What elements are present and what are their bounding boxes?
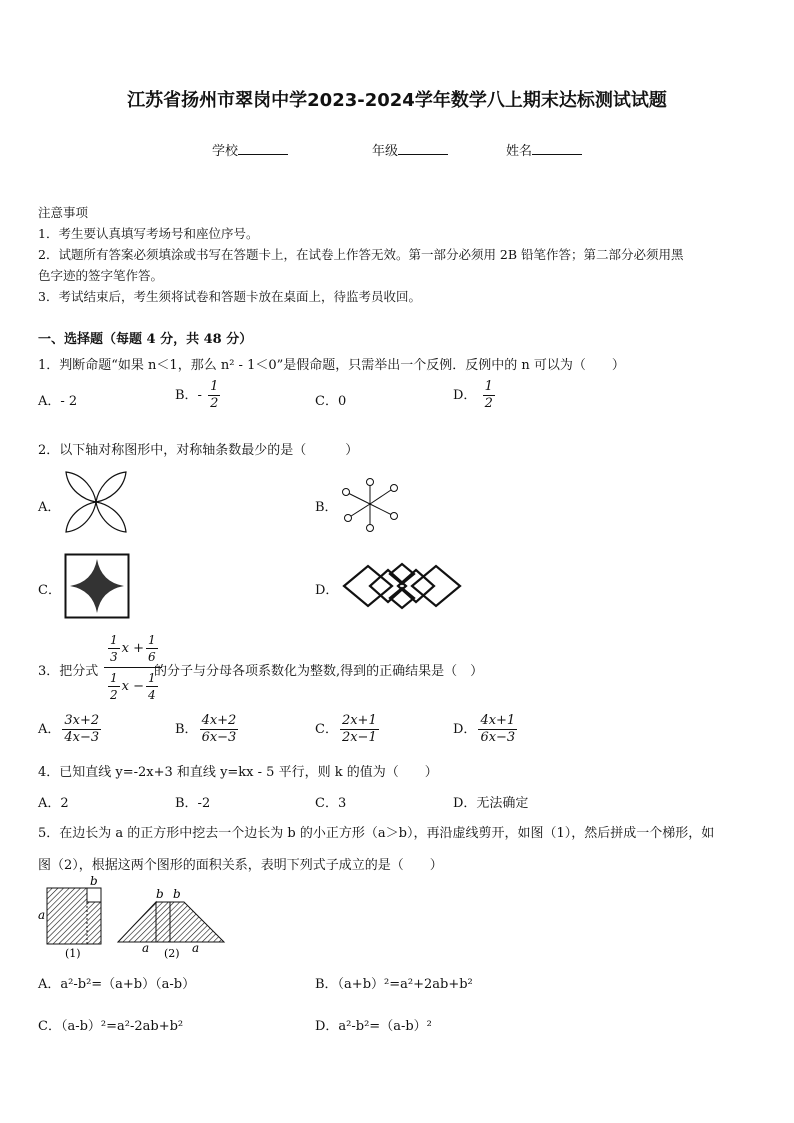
q3-option-a (38, 713, 103, 746)
q4-option-b: B．-2 (175, 796, 211, 811)
q1-option-c: C．0 (315, 394, 347, 409)
note-item: 1．考生要认真填写考场号和座位序号。 (38, 226, 259, 241)
q5-option-c: C．（a-b）²=a²-2ab+b² (38, 1019, 184, 1034)
note-item: 色字迹的签字笔作答。 (38, 268, 164, 283)
numerator: 1 (210, 379, 219, 394)
option-label: C． (315, 722, 338, 737)
q5-stem-line2: 图（2），根据这两个图形的面积关系，表明下列式子成立的是（ ） (38, 858, 443, 873)
q2-stem: 2．以下轴对称图形中，对称轴条数最少的是（ ） (38, 443, 359, 458)
figure-2-label: (2) (164, 947, 180, 960)
denominator: 2x−1 (341, 730, 377, 745)
figure-1-label: (1) (65, 947, 81, 960)
q3-option-c (315, 713, 381, 746)
numerator: 4x+2 (201, 713, 237, 728)
numerator: 2x+1 (341, 713, 377, 728)
notes-heading: 注意事项 (38, 205, 89, 220)
option-label: A． (38, 722, 61, 737)
four-petal-flower-figure (64, 470, 128, 534)
fraction (108, 670, 120, 703)
square-trapezoid-figure (30, 876, 230, 960)
denominator: 4 (148, 688, 156, 702)
q3-option-b (175, 713, 240, 746)
fraction (208, 379, 220, 412)
q1-option-d (453, 379, 497, 412)
denominator: 2 (210, 396, 219, 411)
section-heading: 一、选择题（每题 4 分，共 48 分） (38, 332, 253, 347)
numerator: 1 (148, 671, 156, 685)
q2-option-d-label: D． (315, 583, 339, 598)
option-label: B． (175, 722, 198, 737)
label-b: b (156, 887, 164, 901)
denominator: 2 (484, 396, 493, 411)
q4-option-c: C．3 (315, 796, 347, 811)
star-ball-figure (338, 476, 402, 534)
numerator: 1 (110, 633, 118, 647)
denominator: 6x−3 (480, 730, 516, 745)
denominator: 4x−3 (64, 730, 100, 745)
denominator: 6x−3 (201, 730, 237, 745)
q1-option-b-prefix: B．- (175, 388, 202, 403)
q2-option-a-label: A． (38, 500, 61, 515)
square-with-curved-star-figure (64, 553, 130, 619)
compound-denominator (104, 668, 162, 705)
page-title: 江苏省扬州市翠岗中学2023-2024学年数学八上期末达标测试试题 (127, 90, 667, 111)
q1-stem: 1．判断命题“如果 n＜1，那么 n² - 1＜0”是假命题，只需举出一个反例．反例中的 n 可以为（ ） (38, 358, 625, 373)
q5-stem-line1: 5．在边长为 a 的正方形中挖去一个边长为 b 的小正方形（a＞b），再沿虚线剪开，如图（1），然后拼成一个梯形，如 (38, 826, 715, 841)
compound-numerator (104, 630, 162, 668)
school-field (212, 140, 288, 159)
fraction (478, 713, 517, 746)
label-a: a (38, 908, 46, 922)
q5-option-b: B．（a+b）²=a²+2ab+b² (315, 977, 473, 992)
option-label: D． (453, 722, 477, 737)
q1-option-b (175, 379, 222, 412)
interlocking-diamonds-figure (340, 560, 464, 612)
name-field (506, 140, 582, 159)
label-a: a (142, 941, 150, 955)
q3-prefix: 3．把分式 (38, 664, 99, 679)
variable-term: x − (121, 679, 144, 694)
grade-field (372, 140, 448, 159)
fraction (108, 632, 120, 665)
q5-option-d: D．a²-b²=（a-b）² (315, 1019, 432, 1034)
q2-option-c-label: C． (38, 583, 61, 598)
variable-term: x + (121, 641, 144, 656)
q3-option-d (453, 713, 519, 746)
name-label: 姓名 (506, 144, 533, 159)
label-b: b (90, 876, 98, 888)
label-b: b (173, 887, 181, 901)
q4-option-d: D．无法确定 (453, 796, 529, 811)
fraction (483, 379, 495, 412)
numerator: 3x+2 (64, 713, 100, 728)
denominator: 2 (110, 688, 118, 702)
q4-option-a: A．2 (38, 796, 69, 811)
school-label: 学校 (212, 144, 239, 159)
fraction (340, 713, 379, 746)
numerator: 1 (110, 671, 118, 685)
label-a: a (192, 941, 200, 955)
q1-option-d-prefix: D． (453, 388, 477, 403)
numerator: 4x+1 (480, 713, 516, 728)
compound-fraction (104, 630, 162, 705)
note-item: 2．试题所有答案必须填涂或书写在答题卡上，在试卷上作答无效。第一部分必须用 2B 铅笔作答；第二部分必须用黑 (38, 247, 684, 262)
q5-option-a: A．a²-b²=（a+b）（a-b） (38, 977, 196, 992)
q2-option-b-label: B． (315, 500, 338, 515)
fraction (62, 713, 101, 746)
grade-label: 年级 (372, 144, 399, 159)
fraction (200, 713, 239, 746)
numerator: 1 (148, 633, 156, 647)
denominator: 3 (110, 650, 118, 664)
denominator: 6 (148, 650, 156, 664)
note-item: 3．考试结束后，考生须将试卷和答题卡放在桌面上，待监考员收回。 (38, 289, 421, 304)
q3-suffix: 的分子与分母各项系数化为整数,得到的正确结果是（ ） (154, 664, 484, 679)
q1-option-a: A．- 2 (38, 394, 78, 409)
q4-stem: 4．已知直线 y=-2x+3 和直线 y=kx - 5 平行，则 k 的值为（ ） (38, 765, 438, 780)
numerator: 1 (484, 379, 493, 394)
